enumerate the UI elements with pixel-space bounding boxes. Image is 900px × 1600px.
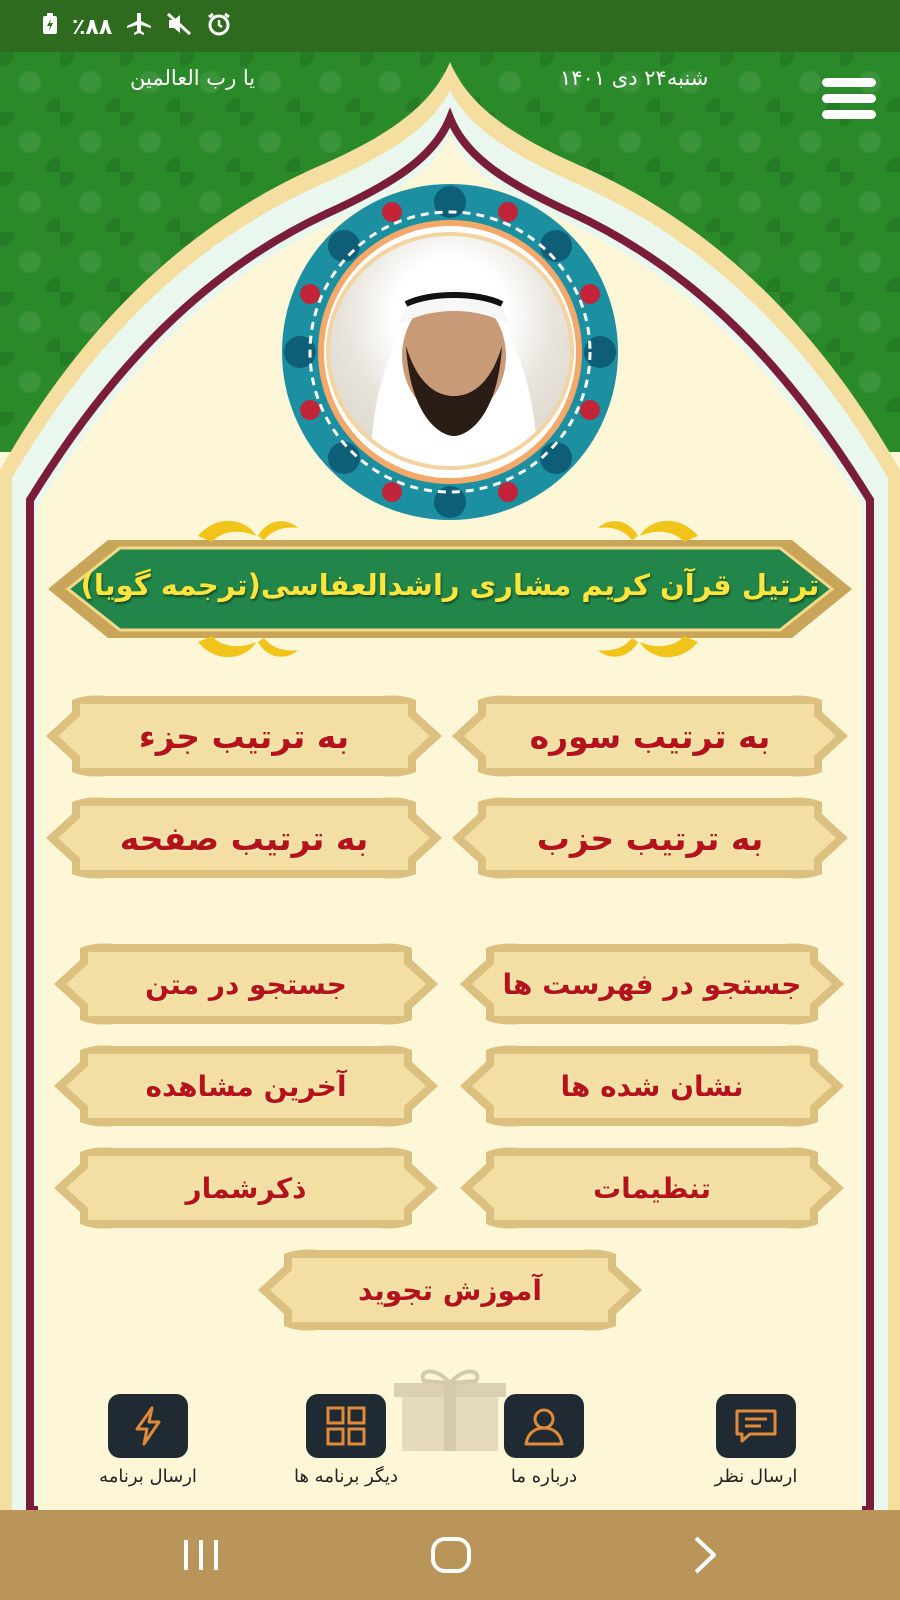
status-bar xyxy=(0,0,900,52)
status-icons xyxy=(42,12,232,43)
by-page-button[interactable] xyxy=(46,796,442,880)
airplane-icon xyxy=(126,12,152,43)
by-hizb-button[interactable] xyxy=(452,796,848,880)
invocation-text: یا رب العالمین xyxy=(130,66,256,90)
back-icon[interactable] xyxy=(670,1532,740,1578)
settings-button[interactable] xyxy=(460,1146,844,1230)
battery-text: ٪۸۸ xyxy=(72,15,113,40)
app-title: ترتیل قرآن کریم مشاری راشدالعفاسی(ترجمه گویا) xyxy=(80,568,820,602)
by-page-label: به ترتیب صفحه xyxy=(119,818,369,858)
mute-icon xyxy=(166,12,192,43)
search-text-button[interactable] xyxy=(54,942,438,1026)
about-label: درباره ما xyxy=(510,1466,578,1487)
reciter-portrait xyxy=(326,232,574,470)
by-juz-button[interactable] xyxy=(46,694,442,778)
feedback-label: ارسال نظر xyxy=(714,1466,798,1487)
search-index-button[interactable] xyxy=(460,942,844,1026)
share-app-label: ارسال برنامه xyxy=(99,1466,197,1487)
about-button[interactable] xyxy=(464,1394,624,1487)
user-icon xyxy=(504,1394,584,1458)
last-viewed-button[interactable] xyxy=(54,1044,438,1128)
last-viewed-label: آخرین مشاهده xyxy=(145,1069,347,1103)
recent-apps-icon[interactable] xyxy=(166,1532,236,1578)
other-apps-button[interactable] xyxy=(266,1394,426,1487)
by-surah-label: به ترتیب سوره xyxy=(529,716,771,756)
dhikr-counter-label: ذکرشمار xyxy=(185,1171,307,1205)
home-icon[interactable] xyxy=(416,1532,486,1578)
feedback-button[interactable] xyxy=(676,1394,836,1487)
settings-label: تنظیمات xyxy=(592,1171,712,1205)
tajweed-button[interactable] xyxy=(258,1248,642,1332)
bookmarks-button[interactable] xyxy=(460,1044,844,1128)
other-apps-label: دیگر برنامه ها xyxy=(293,1466,399,1487)
by-juz-label: به ترتیب جزء xyxy=(138,716,350,756)
by-surah-button[interactable] xyxy=(452,694,848,778)
message-icon xyxy=(716,1394,796,1458)
bookmarks-label: نشان شده ها xyxy=(560,1069,744,1103)
tajweed-label: آموزش تجوید xyxy=(358,1273,542,1307)
date-text: شنبه۲۴ دی ۱۴۰۱ xyxy=(560,66,709,90)
by-hizb-label: به ترتیب حزب xyxy=(536,818,764,858)
dhikr-counter-button[interactable] xyxy=(54,1146,438,1230)
lightning-icon xyxy=(108,1394,188,1458)
system-nav-bar xyxy=(0,1510,900,1600)
grid-icon xyxy=(306,1394,386,1458)
hamburger-menu-icon[interactable] xyxy=(822,78,878,128)
alarm-icon xyxy=(206,12,232,43)
battery-charging-icon xyxy=(42,13,58,42)
share-app-button[interactable] xyxy=(68,1394,228,1487)
search-index-label: جستجو در فهرست ها xyxy=(502,967,802,1001)
search-text-label: جستجو در متن xyxy=(145,967,347,1001)
